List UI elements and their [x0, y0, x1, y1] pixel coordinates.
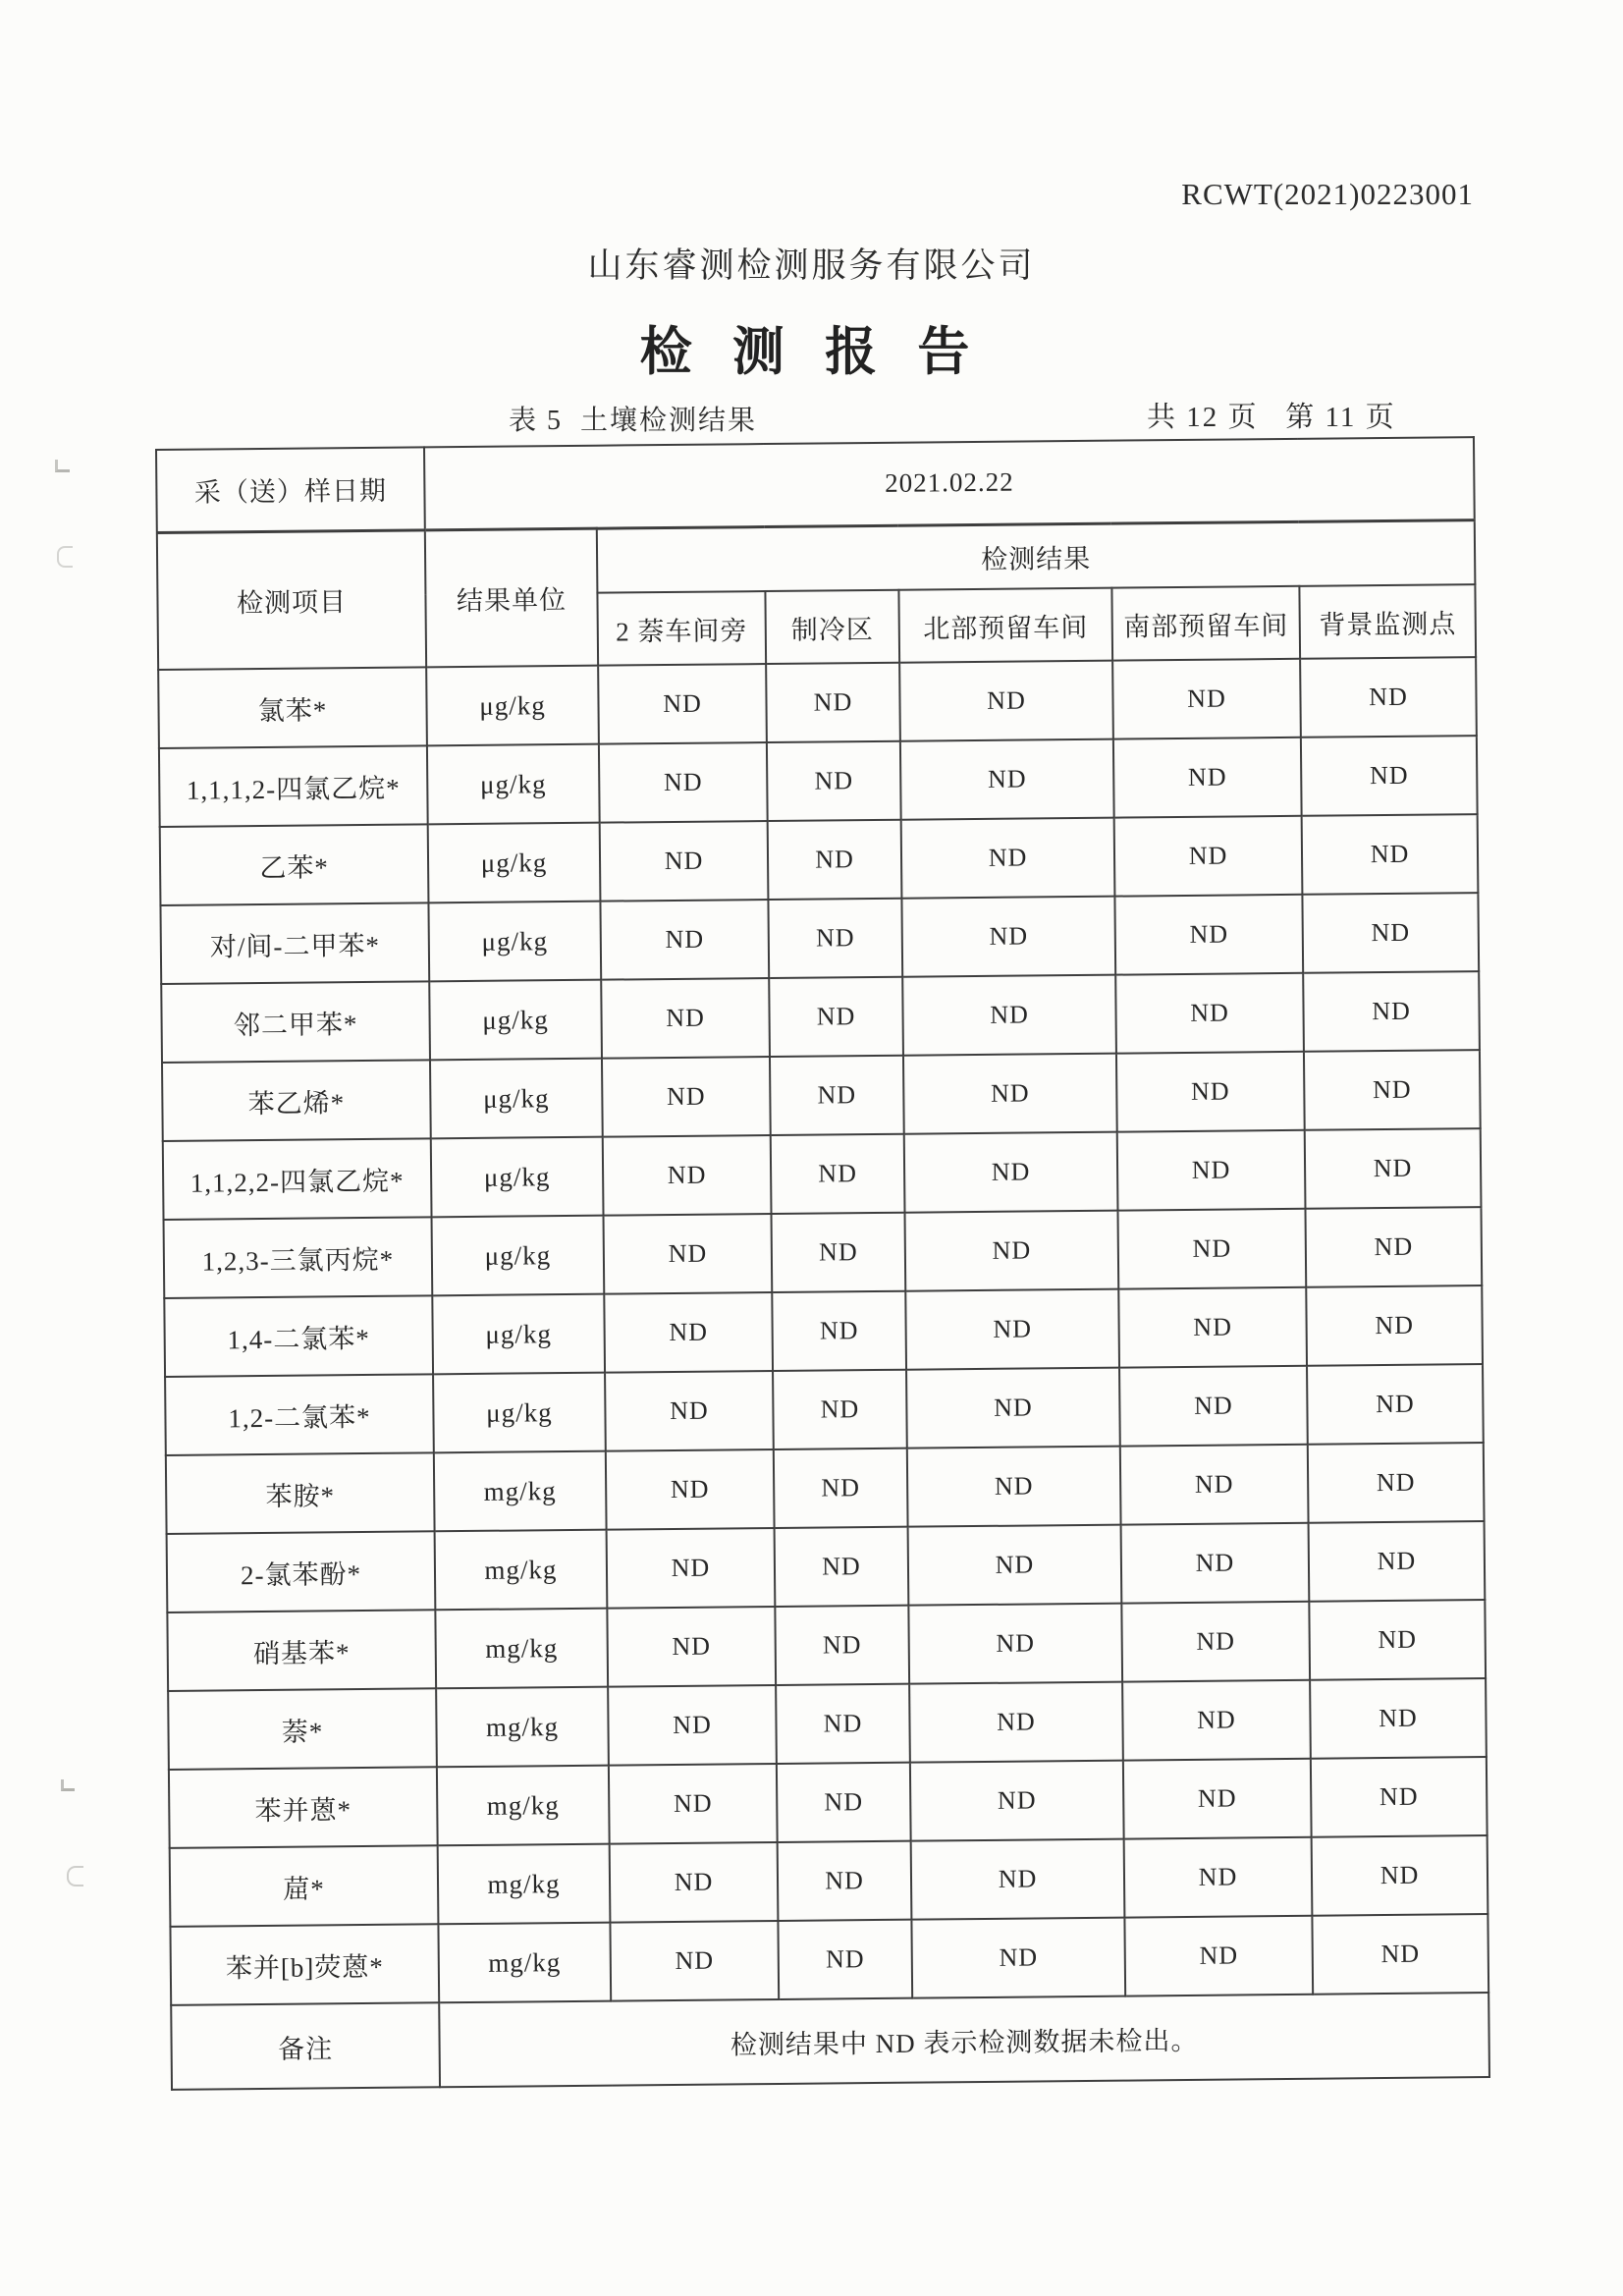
- analyte-name: 䓛*: [170, 1845, 439, 1927]
- sample-date-row: [156, 437, 1475, 532]
- result-cell: ND: [1301, 736, 1478, 816]
- result-cell: ND: [776, 1684, 910, 1764]
- table-row: [167, 1600, 1486, 1691]
- result-cell: ND: [600, 821, 769, 902]
- table-row: [170, 1914, 1488, 2005]
- result-cell: ND: [1114, 816, 1303, 897]
- result-cell: ND: [609, 1764, 778, 1844]
- unit-cell: μg/kg: [427, 744, 600, 825]
- analyte-name: 1,2-二氯苯*: [165, 1374, 434, 1455]
- result-cell: ND: [601, 978, 770, 1059]
- analyte-name: 1,1,1,2-四氯乙烷*: [159, 745, 428, 827]
- result-cell: ND: [1304, 1050, 1481, 1130]
- result-cell: ND: [1117, 1209, 1306, 1289]
- result-cell: ND: [904, 1132, 1118, 1213]
- result-cell: ND: [1124, 1916, 1313, 1996]
- result-cell: ND: [605, 1371, 774, 1451]
- analyte-name: 苯胺*: [166, 1452, 435, 1534]
- result-cell: ND: [610, 1921, 779, 2001]
- result-cell: ND: [909, 1682, 1123, 1763]
- unit-header: 结果单位: [425, 528, 598, 668]
- result-header: 检测结果: [597, 519, 1476, 593]
- result-cell: ND: [604, 1214, 773, 1294]
- analyte-name: 对/间-二甲苯*: [160, 902, 429, 984]
- result-cell: ND: [768, 820, 902, 900]
- unit-cell: mg/kg: [435, 1530, 608, 1611]
- result-cell: ND: [600, 900, 769, 980]
- remark-label: 备注: [171, 2002, 440, 2090]
- result-cell: ND: [905, 1289, 1119, 1370]
- result-cell: ND: [907, 1447, 1121, 1527]
- result-cell: ND: [767, 741, 901, 821]
- result-cell: ND: [1123, 1759, 1312, 1839]
- analyte-name: 1,2,3-三氯丙烷*: [164, 1217, 433, 1298]
- result-cell: ND: [604, 1292, 773, 1373]
- analyte-name: 邻二甲苯*: [161, 981, 430, 1063]
- result-cell: ND: [1115, 973, 1304, 1054]
- result-cell: ND: [911, 1839, 1125, 1920]
- table-row: [162, 1050, 1481, 1141]
- analyte-name: 氯苯*: [158, 667, 427, 748]
- result-cell: ND: [1309, 1600, 1486, 1680]
- table-row: [160, 814, 1479, 905]
- result-cell: ND: [1121, 1602, 1310, 1682]
- result-cell: ND: [607, 1607, 776, 1687]
- result-cell: ND: [905, 1211, 1119, 1291]
- table-header: [156, 437, 1476, 670]
- table-row: [164, 1285, 1483, 1377]
- result-cell: ND: [1305, 1128, 1482, 1209]
- result-cell: ND: [606, 1449, 775, 1530]
- result-cell: ND: [1302, 814, 1479, 895]
- table-row: [159, 736, 1478, 827]
- result-cell: ND: [1312, 1914, 1488, 1995]
- result-cell: ND: [1305, 1207, 1482, 1287]
- unit-cell: μg/kg: [430, 1059, 603, 1139]
- result-cell: ND: [775, 1606, 909, 1685]
- result-cell: ND: [1308, 1443, 1485, 1523]
- table-caption: 表 5 土壤检测结果: [509, 406, 758, 436]
- sample-column-header: 北部预留车间: [898, 588, 1112, 663]
- result-cell: ND: [610, 1842, 779, 1923]
- result-cell: ND: [1310, 1678, 1487, 1759]
- analyte-name: 乙苯*: [160, 824, 429, 905]
- result-cell: ND: [770, 1056, 904, 1135]
- result-cell: ND: [774, 1449, 908, 1528]
- result-cell: ND: [1118, 1287, 1307, 1368]
- unit-cell: μg/kg: [428, 823, 601, 903]
- page-indicator: 共 12 页 第 11 页: [1147, 402, 1396, 433]
- result-cell: ND: [598, 664, 767, 744]
- result-cell: ND: [1117, 1130, 1306, 1211]
- unit-cell: μg/kg: [429, 980, 602, 1061]
- result-cell: ND: [900, 739, 1114, 820]
- result-cell: ND: [778, 1841, 912, 1921]
- result-cell: ND: [772, 1291, 906, 1371]
- result-cell: ND: [773, 1370, 907, 1449]
- sample-column-header: 背景监测点: [1299, 584, 1476, 659]
- result-cell: ND: [901, 897, 1115, 977]
- unit-cell: mg/kg: [434, 1451, 607, 1532]
- unit-cell: mg/kg: [437, 1766, 610, 1846]
- analyte-name: 萘*: [168, 1688, 437, 1770]
- analyte-name: 硝基苯*: [167, 1610, 436, 1691]
- result-cell: ND: [1114, 895, 1303, 975]
- result-cell: ND: [1306, 1285, 1483, 1366]
- result-cell: ND: [772, 1213, 906, 1292]
- result-cell: ND: [603, 1135, 772, 1216]
- sample-date-value: 2021.02.22: [424, 437, 1475, 529]
- table-row: [166, 1443, 1485, 1534]
- result-cell: ND: [901, 818, 1115, 899]
- result-cell: ND: [1300, 657, 1477, 738]
- unit-cell: mg/kg: [436, 1687, 609, 1768]
- scan-artifact: [61, 1779, 75, 1791]
- result-cell: ND: [1124, 1837, 1313, 1918]
- result-cell: ND: [777, 1763, 911, 1842]
- result-cell: ND: [599, 742, 768, 823]
- report-number: RCWT(2021)0223001: [1181, 177, 1474, 211]
- table-row: [170, 1835, 1488, 1927]
- results-table: [155, 436, 1490, 2091]
- table-row: [163, 1128, 1482, 1220]
- result-cell: ND: [902, 975, 1116, 1056]
- analyte-name: 1,1,2,2-四氯乙烷*: [163, 1138, 432, 1220]
- result-cell: ND: [1113, 738, 1302, 818]
- result-cell: ND: [608, 1685, 777, 1766]
- results-table-wrapper: [155, 436, 1488, 2091]
- result-cell: ND: [766, 663, 900, 742]
- analyte-name: 1,4-二氯苯*: [164, 1295, 433, 1377]
- scan-artifact: [67, 1866, 83, 1886]
- table-row: [158, 657, 1477, 748]
- result-cell: ND: [908, 1525, 1122, 1606]
- result-cell: ND: [1309, 1521, 1486, 1602]
- table-row: [169, 1757, 1488, 1848]
- table-row: [164, 1207, 1483, 1298]
- result-cell: ND: [771, 1134, 905, 1214]
- company-name: 山东睿测检测服务有限公司: [587, 246, 1036, 285]
- result-cell: ND: [906, 1368, 1120, 1449]
- report-title: 检 测 报 告: [639, 324, 984, 381]
- result-cell: ND: [911, 1918, 1125, 1998]
- unit-cell: μg/kg: [432, 1294, 605, 1375]
- unit-cell: μg/kg: [431, 1137, 604, 1218]
- unit-cell: μg/kg: [426, 666, 599, 746]
- result-cell: ND: [1312, 1835, 1488, 1916]
- result-cell: ND: [775, 1527, 909, 1607]
- unit-cell: μg/kg: [433, 1373, 606, 1453]
- table-body: [158, 657, 1488, 2005]
- result-cell: ND: [1302, 893, 1479, 973]
- scan-artifact: [55, 460, 70, 472]
- result-cell: ND: [1116, 1052, 1305, 1132]
- sample-column-header: 2 萘车间旁: [597, 591, 766, 666]
- result-cell: ND: [1311, 1757, 1488, 1837]
- unit-cell: μg/kg: [428, 902, 601, 982]
- result-cell: ND: [1112, 659, 1301, 739]
- result-cell: ND: [607, 1528, 776, 1609]
- result-cell: ND: [1121, 1523, 1310, 1604]
- sample-date-label: 采（送）样日期: [156, 447, 425, 532]
- remark-text: 检测结果中 ND 表示检测数据未检出。: [439, 1993, 1489, 2087]
- analyte-name: 2-氯苯酚*: [167, 1531, 436, 1613]
- unit-cell: mg/kg: [435, 1609, 608, 1689]
- result-cell: ND: [769, 977, 903, 1057]
- table-row: [165, 1364, 1484, 1455]
- result-cell: ND: [903, 1054, 1117, 1134]
- result-cell: ND: [602, 1057, 771, 1137]
- table-footer: [171, 1993, 1489, 2090]
- table-row: [161, 971, 1480, 1063]
- unit-cell: mg/kg: [438, 1844, 611, 1925]
- result-cell: ND: [1307, 1364, 1484, 1445]
- result-cell: ND: [1122, 1680, 1311, 1761]
- result-cell: ND: [910, 1761, 1124, 1841]
- result-cell: ND: [768, 899, 902, 978]
- unit-cell: μg/kg: [432, 1216, 605, 1296]
- result-cell: ND: [899, 661, 1113, 741]
- table-row: [168, 1678, 1487, 1770]
- analyte-name: 苯并蒽*: [169, 1767, 438, 1848]
- result-cell: ND: [1119, 1366, 1308, 1447]
- result-cell: ND: [1120, 1445, 1309, 1525]
- sample-column-header: 南部预留车间: [1111, 586, 1300, 661]
- analyte-name: 苯并[b]荧蒽*: [170, 1924, 439, 2005]
- unit-cell: mg/kg: [438, 1923, 611, 2003]
- item-header: 检测项目: [157, 529, 426, 670]
- result-cell: ND: [778, 1920, 912, 1999]
- table-row: [160, 893, 1479, 984]
- remark-row: [171, 1993, 1489, 2090]
- scan-artifact: [57, 546, 73, 568]
- analyte-name: 苯乙烯*: [162, 1060, 431, 1141]
- result-cell: ND: [1303, 971, 1480, 1052]
- table-row: [167, 1521, 1486, 1613]
- result-cell: ND: [908, 1604, 1122, 1684]
- sample-column-header: 制冷区: [765, 590, 899, 664]
